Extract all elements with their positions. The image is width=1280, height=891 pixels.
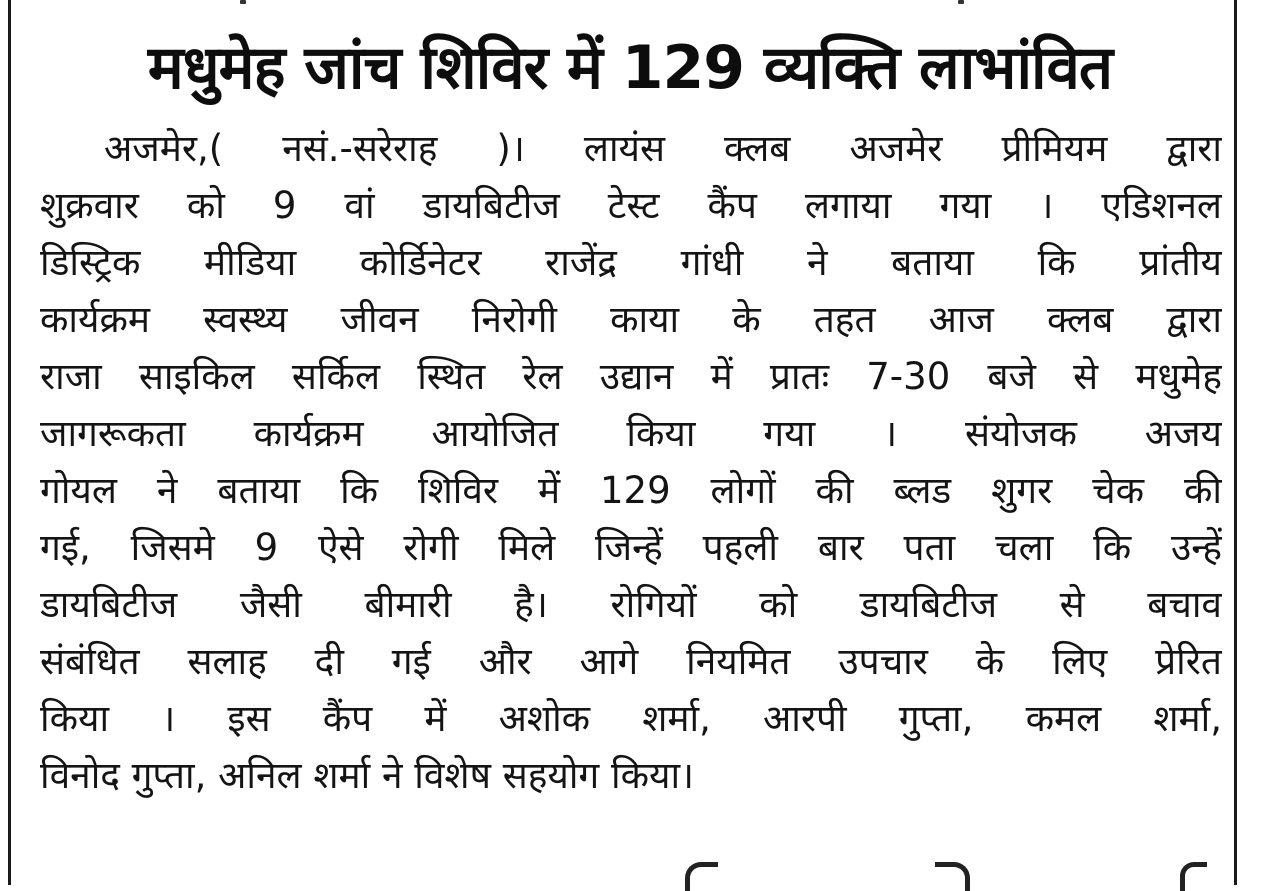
article-line: किया । इस कैंप में अशोक शर्मा, आरपी गुप्ता, कमल शर्मा, [40,697,1222,740]
article-line: शुक्रवार को 9 वां डायबिटीज टेस्ट कैंप लगाया गया । एडिशनल [40,184,1222,227]
ink-speck [958,0,964,4]
headline: मधुमेह जांच शिविर में 129 व्यक्ति लाभांवित [147,33,1113,103]
cropped-text-below [1180,862,1207,891]
cropped-text-below [935,862,970,891]
article-body [40,120,1222,804]
left-column-rule [8,0,11,885]
ink-speck [240,0,246,4]
article-line: कार्यक्रम स्वस्थ्य जीवन निरोगी काया के तहत आज क्लब द्वारा [40,298,1222,341]
article-line: डिस्ट्रिक मीडिया कोर्डिनेटर राजेंद्र गांधी ने बताया कि प्रांतीय [40,241,1222,284]
article-line: डायबिटीज जैसी बीमारी है। रोगियों को डायबिटीज से बचाव [40,583,1222,626]
article-line: गई, जिसमे 9 ऐसे रोगी मिले जिन्हें पहली बार पता चला कि उन्हें [40,526,1222,569]
right-column-rule [1234,0,1237,885]
article-line: गोयल ने बताया कि शिविर में 129 लोगों की ब्लड शुगर चेक की [40,469,1222,512]
article-line: अजमेर,( नसं.-सरेराह )। लायंस क्लब अजमेर प्रीमियम द्वारा [104,127,1222,170]
article-line: विनोद गुप्ता, अनिल शर्मा ने विशेष सहयोग किया। [40,754,695,797]
cropped-text-above [0,0,1280,8]
article-line: राजा साइकिल सर्किल स्थित रेल उद्यान में प्रातः 7-30 बजे से मधुमेह [40,355,1222,398]
article-line: संबंधित सलाह दी गई और आगे नियमित उपचार के लिए प्रेरित [40,640,1222,683]
article-line: जागरूकता कार्यक्रम आयोजित किया गया । संयोजक अजय [40,412,1222,455]
cropped-text-below [685,862,718,891]
